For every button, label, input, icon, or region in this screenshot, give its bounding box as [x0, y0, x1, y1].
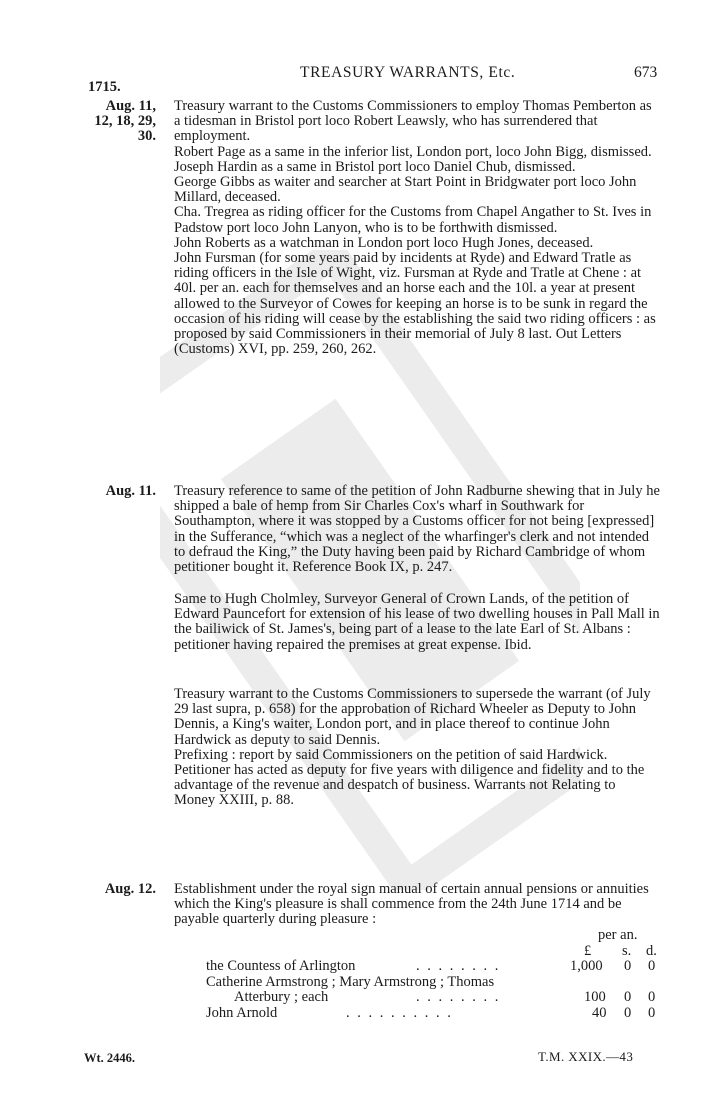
entry-paragraph: Cha. Tregrea as riding officer for the Customs from Chapel Angather to St. Ives in Padstow port loco John Lanyon, who is to be forthwith dismissed.	[174, 204, 652, 236]
entry-paragraph: Same to Hugh Cholmley, Surveyor General of Crown Lands, of the petition of Edward Pauncefort for extension of his lease of two dwelling houses in Pall Mall in the bailiwick of St. James's, being part of a lease to the late Earl of St. Albans : petitioner having repaired the premises at great expense. Ibid.	[174, 591, 660, 653]
entry-paragraph: John Roberts as a watchman in London port loco Hugh Jones, deceased.	[174, 234, 594, 251]
entry-paragraph: John Fursman (for some years paid by incidents at Ryde) and Edward Tratle as riding officers in the Isle of Wight, viz. Fursman at Ryde and Tratle at Chene : at 40l. per an. each for themselves and an horse each and the 10l. a year at present allowed to the Surveyor of Cowes for keeping an horse is to be sunk in regard the occasion of his riding will cease by the establishing the said two riding officers : as proposed by said Commissioners in their memorial of July 8 last. Out Letters (Customs) XVI, pp. 259, 260, 262.	[174, 250, 656, 358]
pensioner-name: Catherine Armstrong ; Mary Armstrong ; Thomas	[206, 973, 495, 990]
amount-pence: 0	[648, 1004, 656, 1021]
running-head-title: TREASURY WARRANTS, Etc.	[300, 64, 516, 81]
entry-paragraph: Robert Page as a same in the inferior list, London port, loco John Bigg, dismissed.	[174, 143, 652, 160]
leader-dots: . . . . . . . .	[416, 989, 501, 1005]
entry-paragraph	[174, 99, 660, 145]
leader-dots: . . . . . . . . . .	[346, 1004, 453, 1021]
entry-pension-establishment	[174, 882, 660, 928]
entry-pauncefort-petition	[174, 592, 660, 653]
footer-print-code: Wt. 2446.	[84, 1051, 136, 1065]
entry-paragraph: Treasury warrant to the Customs Commissioners to supersede the warrant (of July 29 last supra, p. 658) for the approbation of Richard Wheeler as Deputy to John Dennis, a King's waiter, London port, and in place thereof to continue John Hardwick as deputy to said Dennis.	[174, 686, 651, 748]
paragraph-text: Treasury warrant to the Customs Commissioners to employ Thomas Pemberton as a tidesman in Bristol port loco Robert Leawsly, who has surrendered that employment.	[174, 98, 652, 145]
page-number: 673	[634, 64, 658, 81]
amount-pounds: 1,000	[570, 958, 603, 974]
entry-radburne-petition	[174, 484, 660, 575]
table-header-units	[206, 944, 666, 960]
pounds-header: £	[584, 942, 592, 959]
footer-signature-mark: T.M. XXIX.—43	[538, 1049, 634, 1064]
pensioner-name: Atterbury ; each	[234, 989, 329, 1005]
date-line: Aug. 11,	[105, 98, 156, 114]
per-annum-label: per an.	[598, 927, 638, 943]
table-row	[206, 975, 666, 991]
table-row	[206, 1006, 666, 1022]
amount-shillings: 0	[624, 1004, 632, 1021]
entry-date-aug-11: Aug. 11.	[105, 483, 156, 499]
entry-date-aug-12: Aug. 12.	[104, 881, 156, 897]
entry-customs-appointments	[174, 99, 660, 357]
amount-pounds: 40	[592, 1004, 607, 1021]
entry-paragraph: Establishment under the royal sign manual of certain annual pensions or annuities which the King's pleasure is shall commence from the 24th June 1714 and be payable quarterly during pleasure :	[174, 881, 649, 928]
table-row	[206, 990, 666, 1006]
entry-paragraph: Joseph Hardin as a same in Bristol port loco Daniel Chub, dismissed.	[174, 158, 576, 175]
amount-shillings: 0	[624, 989, 632, 1005]
table-row	[206, 959, 666, 975]
shillings-header: s.	[622, 942, 632, 959]
amount-pence: 0	[648, 958, 656, 974]
pence-header: d.	[646, 942, 657, 959]
entry-paragraph: Treasury reference to same of the petition of John Radburne shewing that in July he shipped a bale of hemp from Sir Charles Cox's wharf in Southwark for Southampton, where it was stopped by a Customs officer for not being [expressed] in the Sufferance, “which was a neglect of the wharfinger's clerk and not intended to defraud the King,” the Duty having been paid by Richard Cambridge of whom petitioner bought it. Reference Book IX, p. 247.	[174, 483, 660, 576]
entry-paragraph: Prefixing : report by said Commissioners on the petition of said Hardwick. Petitioner has acted as deputy for five years with diligence and fidelity and to the advantage of the revenue and despatch of business. Warrants not Relating to Money XXIII, p. 88.	[174, 746, 645, 809]
pensioner-name: the Countess of Arlington	[206, 958, 356, 974]
entry-hardwick-warrant	[174, 687, 660, 809]
date-line: 12, 18, 29,	[94, 113, 156, 129]
table-header-per	[206, 928, 666, 944]
amount-shillings: 0	[624, 958, 632, 974]
entry-paragraph: George Gibbs as waiter and searcher at Start Point in Bridgwater port loco John Millard, deceased.	[174, 174, 637, 206]
pensioner-name: John Arnold	[206, 1004, 278, 1021]
pension-table	[206, 928, 666, 1021]
date-line: 30.	[137, 128, 156, 144]
entry-date-aug-11-30	[78, 99, 156, 144]
leader-dots: . . . . . . . .	[416, 958, 501, 974]
amount-pence: 0	[648, 989, 656, 1005]
year-marker: 1715.	[88, 79, 121, 95]
amount-pounds: 100	[584, 989, 606, 1005]
